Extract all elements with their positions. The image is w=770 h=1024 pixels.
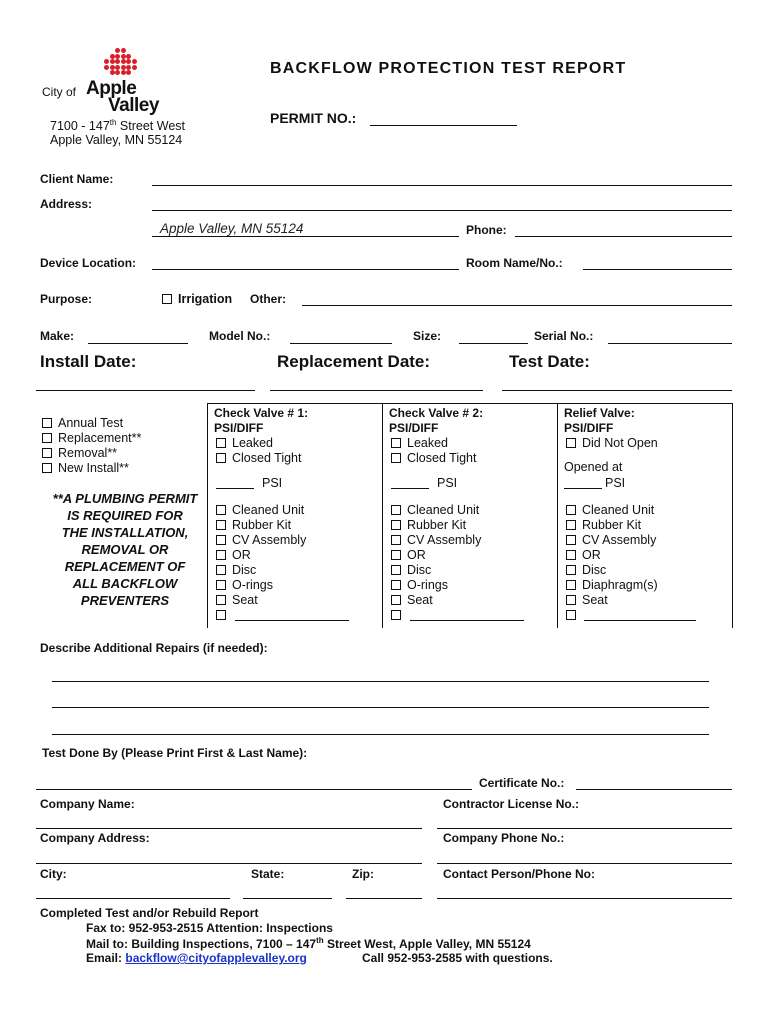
- replacement-checkbox[interactable]: Replacement**: [42, 431, 141, 445]
- checkbox-icon: [566, 535, 576, 545]
- checkbox-icon: [216, 438, 226, 448]
- cv2-other-field[interactable]: [410, 620, 524, 621]
- checkbox-icon: [216, 565, 226, 575]
- cv1-repair-checkbox[interactable]: OR: [216, 548, 251, 562]
- logo-dot: [126, 65, 131, 70]
- contact-person-field[interactable]: [437, 898, 732, 899]
- rv-repair-checkbox[interactable]: Disc: [566, 563, 606, 577]
- logo-dot: [115, 59, 120, 64]
- rv-other-checkbox[interactable]: [566, 608, 582, 622]
- checkbox-icon: [566, 550, 576, 560]
- checkbox-icon: [216, 580, 226, 590]
- checkbox-icon: [216, 550, 226, 560]
- room-name-field[interactable]: [583, 269, 732, 270]
- cv1-psi-field[interactable]: [216, 488, 254, 489]
- repairs-line[interactable]: [52, 707, 709, 708]
- plumbing-permit-note: **A PLUMBING PERMIT IS REQUIRED FOR THE INSTALLATION, REMOVAL OR REPLACEMENT OF ALL BACKFLOW PREVENTERS: [52, 491, 198, 608]
- client-name-label: Client Name:: [40, 172, 114, 186]
- checkbox-icon: [391, 580, 401, 590]
- checkbox-icon: [216, 453, 226, 463]
- cv2-other-checkbox[interactable]: [391, 608, 407, 622]
- logo-dot: [126, 59, 131, 64]
- logo-dot: [121, 54, 126, 59]
- checkbox-icon: [566, 565, 576, 575]
- checkbox-icon: [216, 610, 226, 620]
- company-address-field[interactable]: [36, 863, 422, 864]
- irrigation-checkbox[interactable]: Irrigation: [162, 292, 232, 306]
- rv-other-field[interactable]: [584, 620, 696, 621]
- test-date-label: Test Date:: [509, 352, 590, 371]
- tester-name-field[interactable]: [36, 789, 472, 790]
- checkbox-icon: [42, 448, 52, 458]
- valve-table-top-border: [207, 403, 732, 404]
- checkbox-icon: [216, 520, 226, 530]
- city-field[interactable]: [36, 898, 230, 899]
- email-link[interactable]: backflow@cityofapplevalley.org: [125, 951, 307, 965]
- device-location-label: Device Location:: [40, 256, 137, 270]
- check-valve-2-sub: PSI/DIFF: [389, 421, 439, 435]
- logo-dot: [132, 59, 137, 64]
- checkbox-icon: [391, 438, 401, 448]
- checkbox-icon: [391, 595, 401, 605]
- logo-dot: [104, 59, 109, 64]
- cv2-repair-checkbox[interactable]: O-rings: [391, 578, 448, 592]
- repairs-line[interactable]: [52, 734, 709, 735]
- size-label: Size:: [413, 329, 442, 343]
- checkbox-icon: [566, 438, 576, 448]
- checkbox-icon: [391, 535, 401, 545]
- contractor-license-label: Contractor License No.:: [443, 797, 580, 811]
- logo-apple-text: Apple: [86, 78, 137, 99]
- logo-dot: [121, 70, 126, 75]
- state-label: State:: [251, 867, 285, 881]
- cv1-repair-checkbox[interactable]: CV Assembly: [216, 533, 306, 547]
- relief-valve-title: Relief Valve:: [564, 406, 635, 420]
- checkbox-icon: [42, 433, 52, 443]
- company-phone-field[interactable]: [437, 863, 732, 864]
- city-of-label: City of: [42, 85, 77, 99]
- cv1-psi-label: PSI: [262, 476, 283, 490]
- logo-dot: [115, 54, 120, 59]
- rv-opened-at-label: Opened at: [564, 460, 623, 474]
- apple-valley-logo-dots: [104, 46, 136, 76]
- checkbox-icon: [42, 463, 52, 473]
- logo-dot: [115, 70, 120, 75]
- footer-email-line: Email: backflow@cityofapplevalley.org: [86, 951, 307, 965]
- certificate-label: Certificate No.:: [479, 776, 565, 790]
- logo-dot: [110, 54, 115, 59]
- logo-dot: [121, 65, 126, 70]
- cv2-closed-tight-checkbox[interactable]: Closed Tight: [391, 451, 476, 465]
- company-address-label: Company Address:: [40, 831, 150, 845]
- cv1-repair-checkbox[interactable]: Seat: [216, 593, 258, 607]
- relief-valve-sub: PSI/DIFF: [564, 421, 614, 435]
- room-name-label: Room Name/No.:: [466, 256, 563, 270]
- rv-repair-checkbox[interactable]: Cleaned Unit: [566, 503, 654, 517]
- additional-repairs-label: Describe Additional Repairs (if needed):: [40, 641, 268, 655]
- permit-label: PERMIT NO.:: [270, 110, 357, 126]
- address-line-1: 7100 - 147th Street West: [50, 118, 185, 134]
- cv2-psi-label: PSI: [437, 476, 458, 490]
- phone-label: Phone:: [466, 223, 507, 237]
- check-valve-2-title: Check Valve # 2:: [389, 406, 484, 420]
- checkbox-icon: [391, 565, 401, 575]
- logo-dot: [132, 65, 137, 70]
- rv-repair-checkbox[interactable]: Diaphragm(s): [566, 578, 658, 592]
- logo-dot: [126, 54, 131, 59]
- test-date-field[interactable]: [502, 390, 732, 391]
- checkbox-icon: [566, 580, 576, 590]
- test-done-by-label: Test Done By (Please Print First & Last Name):: [42, 746, 308, 760]
- checkbox-icon: [162, 294, 172, 304]
- address-field-1[interactable]: [152, 210, 732, 211]
- cv1-repair-checkbox[interactable]: O-rings: [216, 578, 273, 592]
- address-label: Address:: [40, 197, 93, 211]
- state-field[interactable]: [243, 898, 332, 899]
- client-name-field[interactable]: [152, 185, 732, 186]
- valve-table-border: [732, 403, 733, 628]
- city-label: City:: [40, 867, 67, 881]
- cv2-repair-checkbox[interactable]: Rubber Kit: [391, 518, 466, 532]
- address-value: Apple Valley, MN 55124: [160, 221, 304, 236]
- model-field[interactable]: [290, 343, 392, 344]
- logo-dot: [104, 65, 109, 70]
- zip-field[interactable]: [346, 898, 422, 899]
- address-line-2: Apple Valley, MN 55124: [50, 133, 183, 147]
- cv1-closed-tight-checkbox[interactable]: Closed Tight: [216, 451, 301, 465]
- cv1-repair-checkbox[interactable]: Disc: [216, 563, 256, 577]
- replacement-date-label: Replacement Date:: [277, 352, 431, 371]
- checkbox-icon: [391, 505, 401, 515]
- footer-fax: Fax to: 952-953-2515 Attention: Inspections: [86, 921, 333, 935]
- footer-mail: Mail to: Building Inspections, 7100 – 147th Street West, Apple Valley, MN 55124: [86, 936, 531, 951]
- permit-field[interactable]: [370, 125, 517, 126]
- cv2-leaked-checkbox[interactable]: Leaked: [391, 436, 448, 450]
- rv-did-not-open-checkbox[interactable]: Did Not Open: [566, 436, 658, 450]
- checkbox-icon: [391, 550, 401, 560]
- zip-label: Zip:: [352, 867, 374, 881]
- logo-dot: [126, 70, 131, 75]
- logo-dot: [115, 65, 120, 70]
- check-valve-1-sub: PSI/DIFF: [214, 421, 264, 435]
- rv-repair-checkbox[interactable]: Rubber Kit: [566, 518, 641, 532]
- repairs-line[interactable]: [52, 681, 709, 682]
- removal-checkbox[interactable]: Removal**: [42, 446, 117, 460]
- install-date-field[interactable]: [36, 390, 255, 391]
- certificate-field[interactable]: [576, 789, 732, 790]
- logo-dot: [121, 59, 126, 64]
- model-label: Model No.:: [209, 329, 271, 343]
- rv-repair-checkbox[interactable]: Seat: [566, 593, 608, 607]
- checkbox-icon: [566, 520, 576, 530]
- cv1-repair-checkbox[interactable]: Rubber Kit: [216, 518, 291, 532]
- address-field-2[interactable]: [152, 236, 459, 237]
- cv1-other-checkbox[interactable]: [216, 608, 232, 622]
- footer-line-1: Completed Test and/or Rebuild Report: [40, 906, 259, 920]
- other-label: Other:: [250, 292, 286, 306]
- checkbox-icon: [566, 505, 576, 515]
- logo-dot: [110, 70, 115, 75]
- company-name-field[interactable]: [36, 828, 422, 829]
- rv-psi-label: PSI: [605, 476, 626, 490]
- checkbox-icon: [216, 535, 226, 545]
- rv-repair-checkbox[interactable]: CV Assembly: [566, 533, 656, 547]
- logo-dot: [110, 65, 115, 70]
- cv1-other-field[interactable]: [235, 620, 349, 621]
- logo-valley-text: Valley: [108, 95, 159, 116]
- footer-call: Call 952-953-2585 with questions.: [362, 951, 553, 965]
- make-label: Make:: [40, 329, 75, 343]
- logo-dot: [110, 59, 115, 64]
- rv-psi-field[interactable]: [564, 488, 602, 489]
- valve-table-border: [207, 403, 208, 628]
- install-date-label: Install Date:: [40, 352, 137, 371]
- cv1-repair-checkbox[interactable]: Cleaned Unit: [216, 503, 304, 517]
- phone-field[interactable]: [515, 236, 732, 237]
- company-phone-label: Company Phone No.:: [443, 831, 565, 845]
- purpose-label: Purpose:: [40, 292, 93, 306]
- serial-label: Serial No.:: [534, 329, 594, 343]
- rv-repair-checkbox[interactable]: OR: [566, 548, 601, 562]
- annual-test-checkbox[interactable]: Annual Test: [42, 416, 123, 430]
- contact-person-label: Contact Person/Phone No:: [443, 867, 596, 881]
- logo-dot: [121, 48, 126, 53]
- check-valve-1-title: Check Valve # 1:: [214, 406, 309, 420]
- checkbox-icon: [42, 418, 52, 428]
- checkbox-icon: [566, 595, 576, 605]
- size-field[interactable]: [459, 343, 528, 344]
- logo-dot: [115, 48, 120, 53]
- checkbox-icon: [391, 520, 401, 530]
- cv2-repair-checkbox[interactable]: Cleaned Unit: [391, 503, 479, 517]
- make-field[interactable]: [88, 343, 188, 344]
- cv2-repair-checkbox[interactable]: CV Assembly: [391, 533, 481, 547]
- checkbox-icon: [216, 595, 226, 605]
- cv2-repair-checkbox[interactable]: Disc: [391, 563, 431, 577]
- new-install-checkbox[interactable]: New Install**: [42, 461, 129, 475]
- valve-table-border: [382, 403, 383, 628]
- checkbox-icon: [566, 610, 576, 620]
- valve-table-border: [557, 403, 558, 628]
- cv1-leaked-checkbox[interactable]: Leaked: [216, 436, 273, 450]
- device-location-field[interactable]: [152, 269, 459, 270]
- cv2-repair-checkbox[interactable]: OR: [391, 548, 426, 562]
- company-name-label: Company Name:: [40, 797, 135, 811]
- checkbox-icon: [216, 505, 226, 515]
- serial-field[interactable]: [608, 343, 732, 344]
- contractor-license-field[interactable]: [437, 828, 732, 829]
- checkbox-icon: [391, 453, 401, 463]
- cv2-repair-checkbox[interactable]: Seat: [391, 593, 433, 607]
- page-title: BACKFLOW PROTECTION TEST REPORT: [270, 60, 627, 77]
- other-field[interactable]: [302, 305, 732, 306]
- replacement-date-field[interactable]: [270, 390, 483, 391]
- checkbox-icon: [391, 610, 401, 620]
- cv2-psi-field[interactable]: [391, 488, 429, 489]
